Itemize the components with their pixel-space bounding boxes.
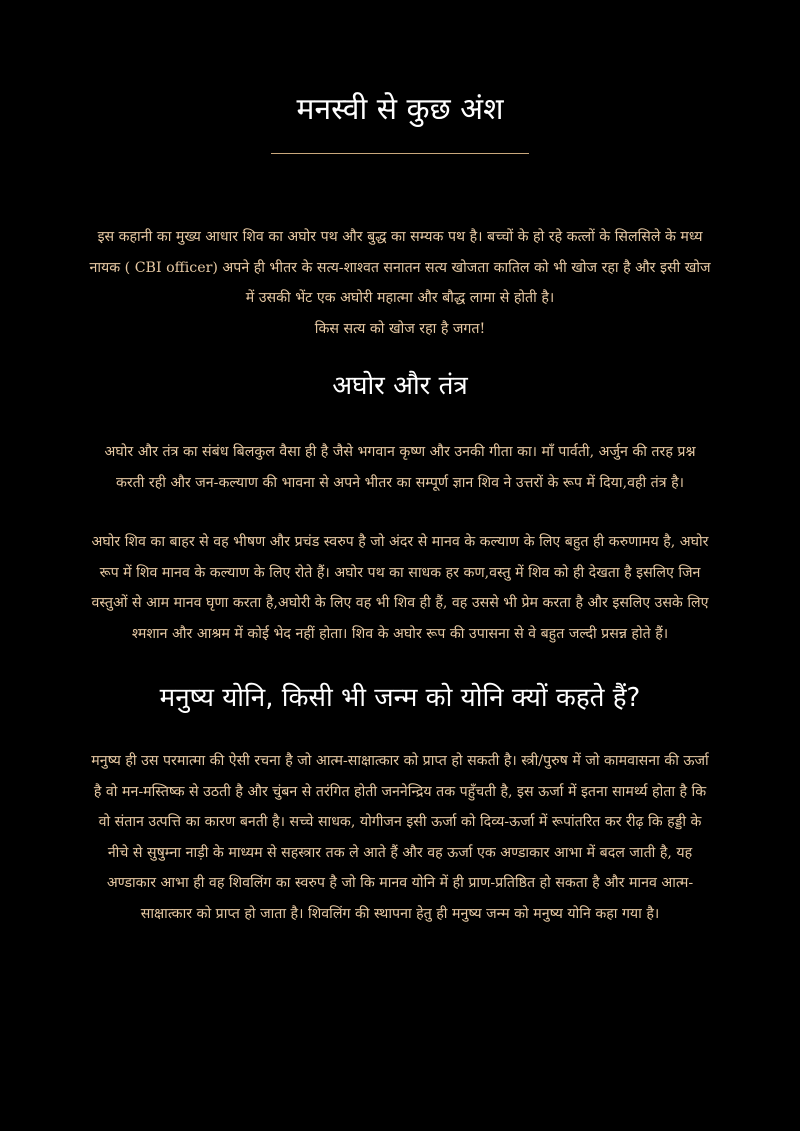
paragraph-line: मनुष्य ही उस परमात्मा की ऐसी रचना है जो आत्म-साक्षात्कार को प्राप्त हो सकती है। स्त्री/पुरुष में जो कामवासना की ऊर्जा (91, 753, 709, 769)
paragraph-line: श्मशान और आश्रम में कोई भेद नहीं होता। शिव के अघोर रूप की उपासना से वे बहुत जल्दी प्रसन्न होते हैं। (131, 625, 669, 642)
section-heading-manushya-yoni: मनुष्य योनि, किसी भी जन्म को योनि क्यों कहते हैं? (159, 683, 641, 713)
section-heading-aghor-tantra: अघोर और तंत्र (332, 371, 468, 401)
intro-line: किस सत्य को खोज रहा है जगत! (314, 320, 486, 337)
paragraph-line: साक्षात्कार को प्राप्त हो जाता है। शिवलिंग की स्थापना हेतु ही मनुष्य जन्म को मनुष्य योनि कहा गया है। (140, 905, 660, 922)
intro-paragraph (44, 222, 756, 344)
paragraph-line: अण्डाकार आभा ही वह शिवलिंग का स्वरुप है जो कि मानव योनि में ही प्राण-प्रतिष्ठित हो सकता है और मानव आत्म- (106, 875, 694, 891)
intro-line: नायक ( CBI officer) अपने ही भीतर के सत्य-शाश्वत सनातन सत्य खोजता कातिल को भी खोज रहा है और इसी खोज (89, 259, 711, 276)
paragraph-line: अघोर और तंत्र का संबंध बिलकुल वैसा ही है जैसे भगवान कृष्ण और उनकी गीता का। माँ पार्वती, अर्जुन की तरह प्रश्न (104, 444, 696, 460)
paragraph-line: अघोर शिव का बाहर से वह भीषण और प्रचंड स्वरुप है जो अंदर से मानव के कल्याण के लिए बहुत ही करुणामय है, अघोर (91, 534, 709, 550)
paragraph-line: रूप में शिव मानव के कल्याण के लिए रोते हैं। अघोर पथ का साधक हर कण,वस्तु में शिव को ही देखता है इसलिए जिन (99, 564, 701, 581)
intro-line: इस कहानी का मुख्य आधार शिव का अघोर पथ और बुद्ध का सम्यक पथ है। बच्चों के हो रहे कत्लों के सिलसिले के मध्य (97, 229, 703, 245)
paragraph-line: वस्तुओं से आम मानव घृणा करता है,अघोरी के लिए वह भी शिव ही हैं, वह उससे भी प्रेम करता है और इसलिए उसके लिए (91, 595, 709, 611)
paragraph-line: करती रही और जन-कल्याण की भावना से अपने भीतर का सम्पूर्ण ज्ञान शिव ने उत्तरों के रूप में दिया,वही तंत्र है। (115, 474, 685, 491)
aghor-tantra-paragraph (44, 437, 756, 498)
intro-line: में उसकी भेंट एक अघोरी महात्मा और बौद्ध लामा से होती है। (245, 290, 555, 306)
page-title: मनस्वी से कुछ अंश (296, 92, 504, 127)
paragraph-line: है वो मन-मस्तिष्क से उठती है और चुंबन से तरंगित होती जननेन्द्रिय तक पहुँचती है, इस ऊर्जा में इतना सामर्थ्य होता है कि (93, 783, 707, 800)
aghor-shiv-paragraph (44, 527, 756, 649)
paragraph-line: वो संतान उत्पत्ति का कारण बनती है। सच्चे साधक, योगीजन इसी ऊर्जा को दिव्य-ऊर्जा में रूपांतरित कर रीढ़ कि हड्डी के (98, 814, 702, 830)
manushya-yoni-paragraph (44, 746, 756, 929)
paragraph-line: नीचे से सुषुम्ना नाड़ी के माध्यम से सहस्त्रार तक ले आते हैं और वह ऊर्जा एक अण्डाकार आभा में बदल जाती है, यह (107, 844, 693, 861)
title-divider (271, 153, 529, 154)
